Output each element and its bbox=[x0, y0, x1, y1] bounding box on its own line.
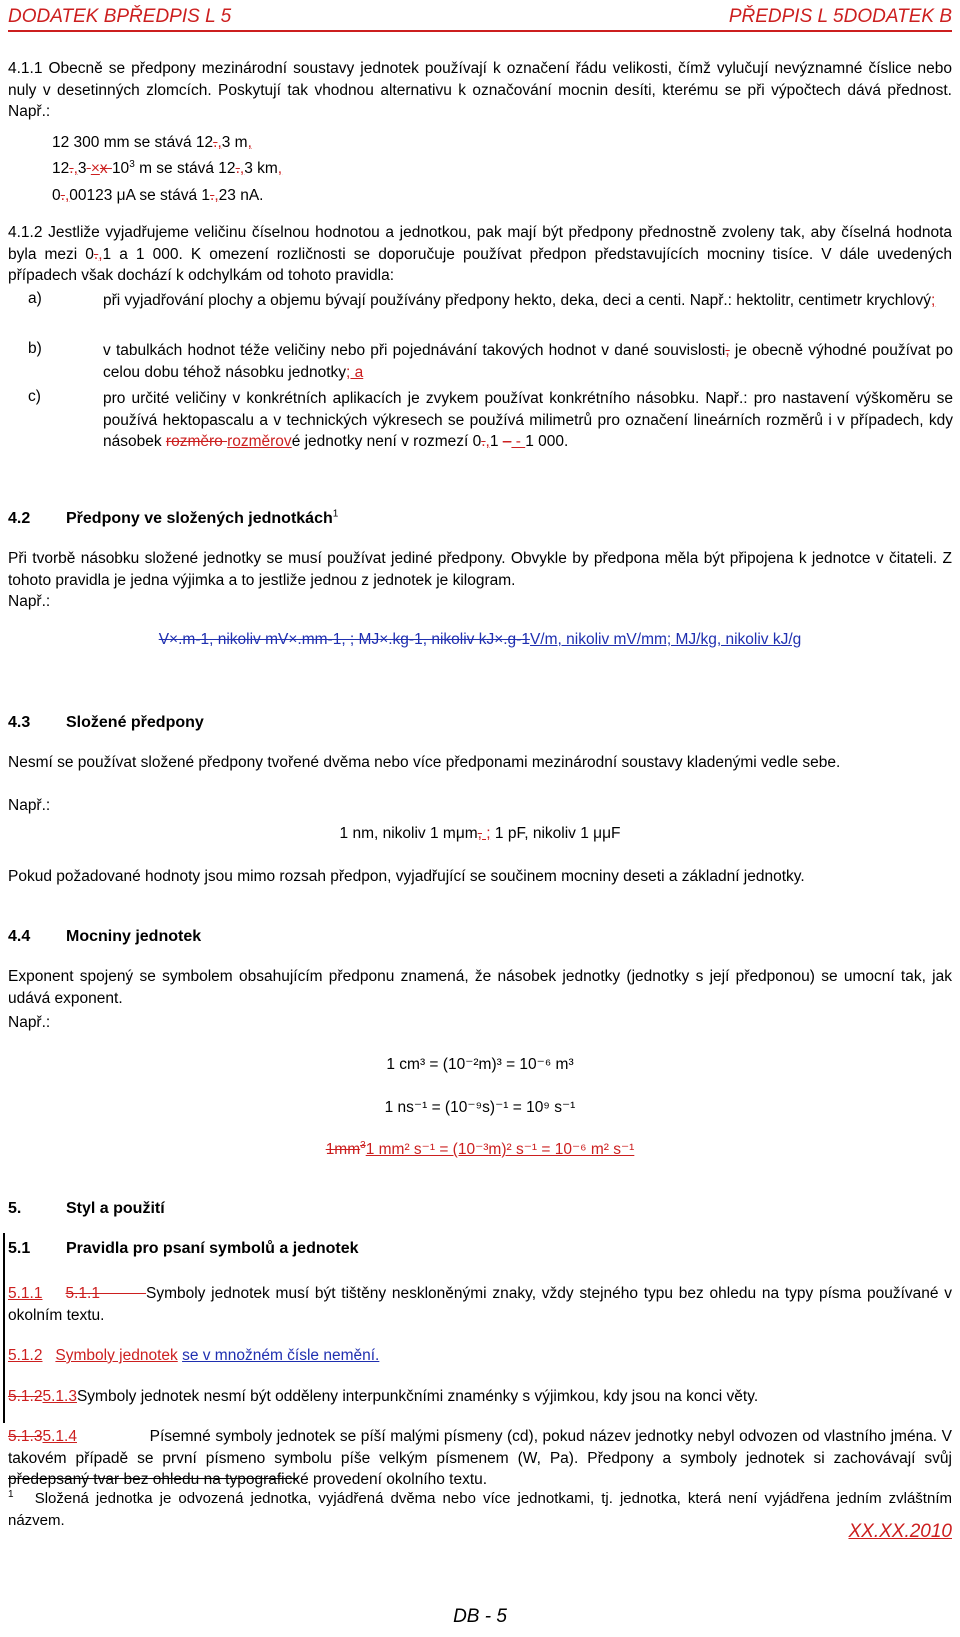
example-4-3: 1 nm, nikoliv 1 mμm, ; 1 pF, nikoliv 1 μμF bbox=[339, 825, 621, 842]
header-left: DODATEK BPŘEDPIS L 5 bbox=[8, 6, 232, 27]
napr-4-3: Např.: bbox=[8, 797, 51, 814]
napr-4-2: Např.: bbox=[8, 593, 51, 610]
paragraph-4-3-b: Pokud požadované hodnoty jsou mimo rozsah předpon, vyjadřující se součinem mocniny deseti a základní jednotky. bbox=[8, 868, 805, 885]
napr-4-4: Např.: bbox=[8, 1014, 51, 1031]
footnote-separator bbox=[8, 1478, 298, 1479]
paragraph-5-1-4: 5.1.35.1.4 Písemné symboly jednotek se píší malými písmeny (cd), pokud název jednotky nebyl odvozen od vlastního jména. V takovém případě se první písmeno symbolu píše velkým písmenem (W, Pa). Předpony a symboly jednotek si zachovávají svůj předepsaný tvar bez ohledu na typografické provedení okolního textu. bbox=[8, 1428, 952, 1488]
paragraph-4-2: Při tvorbě násobku složené jednotky se musí používat jediné předpony. Obvykle by předpona měla být připojena k jednotce v čitateli. Z tohoto pravidla je jedna výjimka a to jestliže jednou z jednotek je kilogram. bbox=[8, 550, 952, 589]
paragraph-5-1-1: 5.1.1 5.1.1 Symboly jednotek musí být tištěny neskloněnými znaky, vždy stejného typu bez ohledu na typy písma používané v okolním textu. bbox=[8, 1285, 952, 1324]
example-line-2: 12.,3 ×x $10^3$ m se stává 12.,3 km, bbox=[52, 158, 283, 177]
example-line-1: 12 300 mm se stává 12.,3 m, bbox=[52, 134, 252, 151]
list-item-b: v tabulkách hodnot téže veličiny nebo při pojednávání takových hodnot v dané souvislosti, je obecně výhodné používat po celou dobu téhož násobku jednotky; a bbox=[103, 342, 954, 381]
formula-3: $1mm^31$ mm² s⁻¹ = (10⁻³m)² s⁻¹ = 10⁻⁶ m² s⁻¹ bbox=[325, 1139, 635, 1158]
change-bar bbox=[3, 1233, 5, 1423]
header-right: PŘEDPIS L 5DODATEK B bbox=[728, 6, 952, 27]
page-header bbox=[8, 6, 952, 32]
list-label-b: b) bbox=[28, 340, 42, 357]
list-label-c: c) bbox=[28, 388, 41, 405]
paragraph-4-1-1: 4.1.1 Obecně se předpony mezinárodní soustavy jednotek používají k označení řádu velikosti, čímž vylučují nevýznamné číslice nebo nuly v desetinných zlomcích. Poskytují tak vhodnou alternativu k označování mocnin desíti, kterému se při výpočtech dává přednost. Např.: bbox=[8, 60, 952, 120]
paragraph-4-4: Exponent spojený se symbolem obsahujícím předponu znamená, že násobek jednotky (jednotky s její předponou) se umocní tak, jak udává exponent. bbox=[8, 968, 952, 1007]
paragraph-4-1-2: 4.1.2 Jestliže vyjadřujeme veličinu číselnou hodnotou a jednotkou, pak mají být předpony přednostně zvoleny tak, aby číselná hodnota byla mezi 0.,1 a 1 000. K omezení rozličnosti se doporučuje používat předpon představujících mocniny tisíce. V dále uvedených případech však dochází k odchylkám od tohoto pravidla: bbox=[8, 224, 952, 284]
list-label-a: a) bbox=[28, 290, 42, 307]
list-item-c: pro určité veličiny v konkrétních aplikacích je zvykem používat konkrétního násobku. Např.: pro nastavení výškoměru se používá hektopascalu a v technických výkresech se používá milimetrů pro označení lineárních rozměrů i v případech, kdy násobek rozměro rozměrové jednotky není v rozmezí 0.,1 – - 1 000. bbox=[103, 390, 953, 450]
heading-4-4: 4.4 Mocniny jednotek bbox=[8, 928, 202, 945]
heading-5-1: 5.1 Pravidla pro psaní symbolů a jednotek bbox=[8, 1240, 359, 1257]
list-item-a: při vyjadřování plochy a objemu bývají používány předpony hekto, deka, deci a centi. Např.: hektolitr, centimetr krychlový; bbox=[103, 292, 936, 309]
paragraph-5-1-3: 5.1.25.1.3Symboly jednotek nesmí být odděleny interpunkčními znaménky s výjimkou, kdy jsou na konci věty. bbox=[8, 1388, 759, 1405]
heading-4-2: 4.2 Předpony ve složených jednotkách$^1$ bbox=[8, 508, 339, 527]
formula-1: 1 cm³ = (10⁻²m)³ = 10⁻⁶ m³ bbox=[386, 1056, 574, 1073]
footnote: $^1$ Složená jednotka je odvozená jednotka, vyjádřená dvěma nebo více jednotkami, tj. jednotka, která není vyjádřena jedním zvláštním názvem. bbox=[8, 1489, 952, 1529]
paragraph-4-3: Nesmí se používat složené předpony tvořené dvěma nebo více předponami mezinárodní soustavy kladenými vedle sebe. bbox=[8, 754, 841, 771]
footer-date: XX.XX.2010 bbox=[848, 1521, 952, 1542]
footer-page-number: DB - 5 bbox=[453, 1606, 507, 1627]
example-4-2: V×.m-1, nikoliv mV×.mm-1, ; MJ×.kg-1, nikoliv kJ×.g-1V/m, nikoliv mV/mm; MJ/kg, nikoliv kJ/g bbox=[158, 631, 802, 648]
heading-5: 5. Styl a použití bbox=[8, 1200, 165, 1217]
example-line-3: 0.,00123 μA se stává 1.,23 nA. bbox=[52, 187, 264, 204]
formula-2: 1 ns⁻¹ = (10⁻⁹s)⁻¹ = 10⁹ s⁻¹ bbox=[384, 1099, 576, 1116]
paragraph-5-1-2: 5.1.2 Symboly jednotek se v množném čísle nemění. bbox=[8, 1347, 380, 1364]
heading-4-3: 4.3 Složené předpony bbox=[8, 714, 204, 731]
